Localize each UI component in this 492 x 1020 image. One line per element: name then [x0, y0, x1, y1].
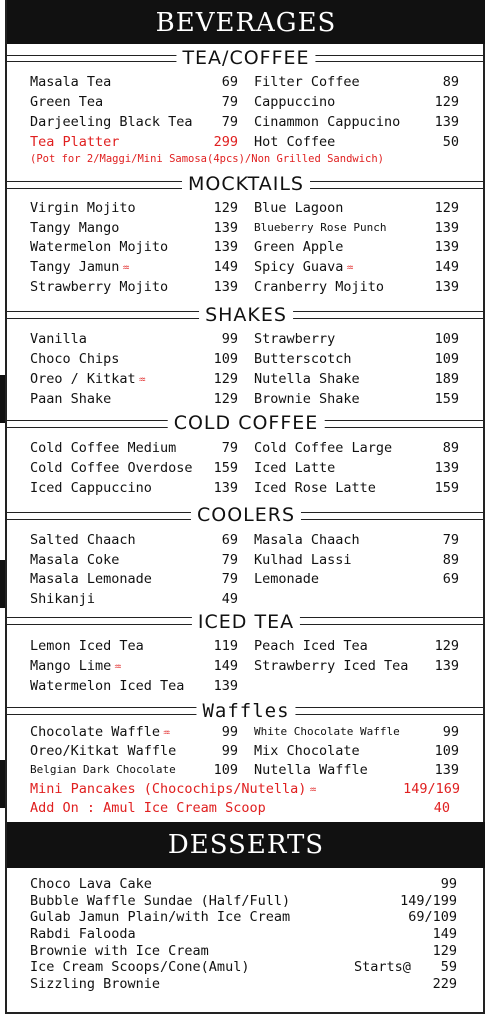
menu-item-name: Hot Coffee: [254, 134, 336, 150]
beverages-title: BEVERAGES: [155, 8, 337, 38]
menu-item-name: Strawberry: [254, 331, 336, 347]
menu-item-name: Paan Shake: [30, 391, 112, 407]
desserts-title: DESSERTS: [167, 830, 325, 860]
menu-item-price: 139: [213, 279, 238, 295]
dessert-name: Sizzling Brownie: [30, 976, 161, 992]
menu-item-price: 149: [434, 259, 459, 275]
menu-item-name: Chocolate Waffle ♒: [30, 724, 171, 740]
dessert-price: 59: [440, 959, 457, 975]
addon-item: Add On : Amul Ice Cream Scoop: [30, 800, 266, 816]
menu-item-name: Shikanji: [30, 591, 96, 607]
menu-item-price: 89: [442, 552, 459, 568]
chef-hat-icon: ♒: [114, 659, 122, 673]
menu-item-price: 50: [442, 134, 459, 150]
menu-item-name: Cappuccino: [254, 94, 336, 110]
menu-item-name: Choco Chips: [30, 351, 120, 367]
menu-item-name: Strawberry Mojito: [30, 279, 169, 295]
menu-item-name: Nutella Shake: [254, 371, 360, 387]
menu-item-price: 89: [442, 440, 459, 456]
menu-item-price: 139: [213, 678, 238, 694]
dessert-price: 229: [432, 976, 457, 992]
menu-item-price: 139: [434, 114, 459, 130]
section-header-tea: [7, 46, 485, 72]
menu-item-price: 139: [213, 220, 238, 236]
dessert-price: 149: [432, 926, 457, 942]
menu-item-price: 109: [213, 351, 238, 367]
menu-item-name: Strawberry Iced Tea: [254, 658, 409, 674]
menu-item-name: Iced Latte: [254, 460, 336, 476]
menu-item-name: Blueberry Rose Punch: [254, 221, 387, 234]
menu-item-name: Filter Coffee: [254, 74, 360, 90]
menu-item-price: 159: [434, 480, 459, 496]
menu-item-price: 129: [213, 391, 238, 407]
starts-label: Starts@: [354, 959, 411, 975]
menu-item-price: 139: [434, 220, 459, 236]
menu-item-price: 99: [221, 724, 238, 740]
chef-hat-icon: ♒: [122, 260, 130, 274]
menu-item-name: Tea Platter: [30, 134, 120, 150]
menu-item-price: 79: [221, 94, 238, 110]
menu-item-name: Cranberry Mojito: [254, 279, 385, 295]
dessert-name: Rabdi Falooda: [30, 926, 136, 942]
menu-item-price: 89: [442, 74, 459, 90]
menu-item-price: 159: [434, 391, 459, 407]
menu-item-name: Iced Cappuccino: [30, 480, 152, 496]
menu-item-price: 119: [213, 638, 238, 654]
tea-platter-note: (Pot for 2/Maggi/Mini Samosa(4pcs)/Non Grilled Sandwich): [30, 153, 385, 165]
dessert-name: Bubble Waffle Sundae (Half/Full): [30, 893, 291, 909]
menu-item-price: 129: [434, 94, 459, 110]
menu-item-name: Cold Coffee Medium: [30, 440, 177, 456]
section-title: Waffles: [196, 699, 295, 723]
menu-item-name: White Chocolate Waffle: [254, 725, 400, 738]
dessert-name: Brownie with Ice Cream: [30, 943, 209, 959]
dessert-price: 99: [440, 876, 457, 892]
menu-item-price: 79: [442, 532, 459, 548]
menu-item-price: 129: [434, 638, 459, 654]
left-edge-mark: [0, 760, 5, 808]
dessert-price: 129: [432, 943, 457, 959]
menu-item-name: Tangy Mango: [30, 220, 120, 236]
menu-item-name: Masala Coke: [30, 552, 120, 568]
menu-item-name: Masala Chaach: [254, 532, 360, 548]
menu-item-price: 109: [434, 331, 459, 347]
menu-item-price: 69: [221, 74, 238, 90]
section-title: COOLERS: [191, 503, 301, 527]
menu-item-price: 149: [213, 658, 238, 674]
menu-item-price: 99: [221, 743, 238, 759]
menu-item-name: Belgian Dark Chocolate: [30, 763, 176, 776]
menu-item-price: 79: [221, 114, 238, 130]
menu-item-name: Cold Coffee Overdose: [30, 460, 193, 476]
menu-item-price: 139: [213, 239, 238, 255]
left-edge-mark: [0, 560, 5, 608]
menu-item-name: Darjeeling Black Tea: [30, 114, 193, 130]
section-header-mocktails: [7, 172, 485, 198]
menu-item-name: Brownie Shake: [254, 391, 360, 407]
dessert-name: Gulab Jamun Plain/with Ice Cream: [30, 909, 291, 925]
menu-item-name: Cold Coffee Large: [254, 440, 393, 456]
menu-item-price: 149: [213, 259, 238, 275]
menu-item-name: Watermelon Iced Tea: [30, 678, 185, 694]
chef-hat-icon: ♒: [346, 260, 354, 274]
menu-item-name: Peach Iced Tea: [254, 638, 368, 654]
menu-item-name: Masala Lemonade: [30, 571, 152, 587]
pancakes-price: 149/169: [403, 781, 460, 797]
menu-item-price: 139: [434, 460, 459, 476]
section-header-cold: [7, 411, 485, 437]
menu-item-name: Oreo / Kitkat ♒: [30, 371, 146, 387]
section-title: MOCKTAILS: [182, 172, 310, 196]
menu-item-price: 109: [434, 743, 459, 759]
menu-item-name: Salted Chaach: [30, 532, 136, 548]
section-title: ICED TEA: [192, 610, 300, 634]
menu-item-name: Butterscotch: [254, 351, 352, 367]
section-header-iced: [7, 610, 485, 636]
menu-item-name: Tangy Jamun ♒: [30, 259, 130, 275]
chef-hat-icon: ♒: [163, 725, 171, 739]
menu-item-price: 129: [213, 200, 238, 216]
chef-hat-icon: ♒: [309, 782, 317, 796]
menu-item-name: Nutella Waffle: [254, 762, 368, 778]
menu-item-price: 109: [213, 762, 238, 778]
pancakes-item: Mini Pancakes (Chocochips/Nutella) ♒: [30, 781, 317, 797]
dessert-name: Ice Cream Scoops/Cone(Amul): [30, 959, 250, 975]
menu-item-name: Lemonade: [254, 571, 320, 587]
dessert-name: Choco Lava Cake: [30, 876, 152, 892]
menu-item-price: 69: [221, 532, 238, 548]
menu-item-name: Watermelon Mojito: [30, 239, 169, 255]
dessert-price: 69/109: [408, 909, 457, 925]
section-header-waffles: [7, 699, 485, 725]
menu-item-name: Vanilla: [30, 331, 87, 347]
menu-item-price: 129: [434, 200, 459, 216]
menu-item-name: Iced Rose Latte: [254, 480, 376, 496]
menu-item-price: 69: [442, 571, 459, 587]
menu-item-name: Kulhad Lassi: [254, 552, 352, 568]
addon-price: 40: [433, 800, 450, 816]
menu-item-price: 99: [442, 724, 459, 740]
menu-item-name: Virgin Mojito: [30, 200, 136, 216]
menu-item-price: 49: [221, 591, 238, 607]
beverages-banner: [7, 0, 485, 44]
menu-item-name: Green Tea: [30, 94, 104, 110]
menu-item-price: 129: [213, 371, 238, 387]
menu-item-price: 139: [434, 762, 459, 778]
menu-item-price: 139: [434, 658, 459, 674]
menu-item-price: 139: [434, 279, 459, 295]
menu-item-price: 159: [213, 460, 238, 476]
menu-item-name: Oreo/Kitkat Waffle: [30, 743, 177, 759]
section-title: TEA/COFFEE: [176, 46, 315, 70]
menu-item-price: 139: [434, 239, 459, 255]
menu-item-price: 109: [434, 351, 459, 367]
menu-item-name: Green Apple: [254, 239, 344, 255]
menu-item-price: 299: [213, 134, 238, 150]
menu-item-name: Mango Lime ♒: [30, 658, 122, 674]
menu-item-price: 79: [221, 571, 238, 587]
menu-item-name: Spicy Guava ♒: [254, 259, 354, 275]
menu-item-price: 79: [221, 440, 238, 456]
menu-item-name: Lemon Iced Tea: [30, 638, 144, 654]
menu-item-name: Masala Tea: [30, 74, 112, 90]
section-title: COLD COFFEE: [168, 411, 325, 435]
menu-item-price: 139: [213, 480, 238, 496]
section-title: SHAKES: [199, 303, 293, 327]
section-header-shakes: [7, 303, 485, 329]
menu-item-name: Blue Lagoon: [254, 200, 344, 216]
chef-hat-icon: ♒: [138, 372, 146, 386]
menu-item-price: 79: [221, 552, 238, 568]
section-header-coolers: [7, 503, 485, 529]
dessert-price: 149/199: [400, 893, 457, 909]
left-edge-mark: [0, 375, 5, 423]
menu-item-name: Mix Chocolate: [254, 743, 360, 759]
desserts-banner: [7, 822, 485, 868]
menu-item-price: 99: [221, 331, 238, 347]
menu-item-price: 189: [434, 371, 459, 387]
menu-item-name: Cinammon Cappucino: [254, 114, 401, 130]
